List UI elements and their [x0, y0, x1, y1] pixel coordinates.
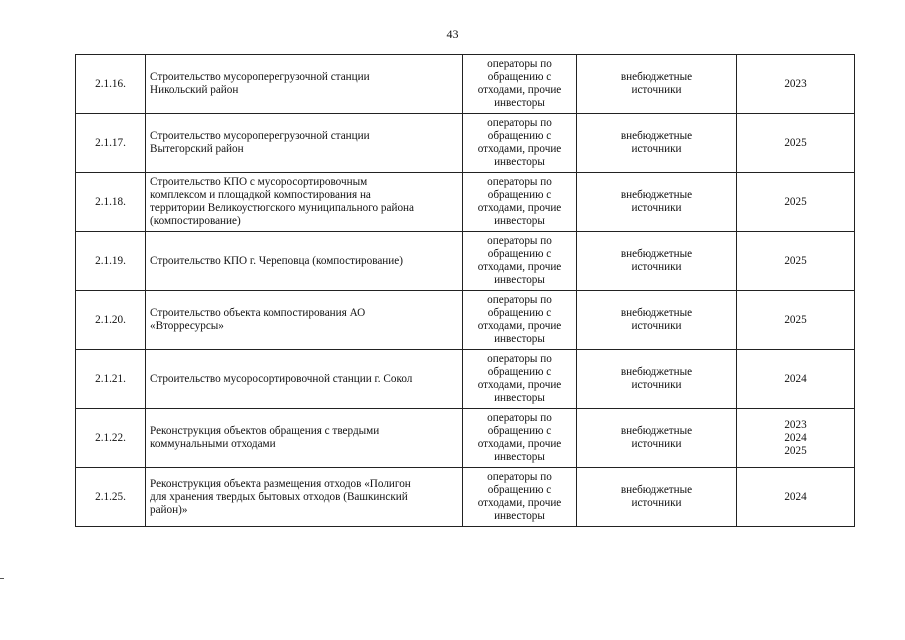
year-line: 2025 [784, 254, 807, 267]
executor-line: обращению с [487, 130, 552, 142]
year-line: 2025 [784, 313, 807, 326]
year-line: 2024 [784, 490, 807, 503]
measure-name-cell [146, 350, 463, 409]
measure-name-line: Строительство КПО г. Череповца (компостирование) [150, 254, 403, 267]
executor-line: обращению с [487, 425, 552, 437]
year-cell [737, 232, 855, 291]
funding-source-cell [577, 114, 737, 173]
funding-source-line: внебюджетные [620, 71, 693, 83]
funding-source-cell [577, 232, 737, 291]
measure-name-line: территории Великоустюгского муниципального района [150, 202, 415, 214]
executor-line: отходами, прочие [477, 497, 562, 509]
measure-name-line: для хранения твердых бытовых отходов (Вашкинский [150, 490, 408, 503]
funding-source-line: внебюджетные [620, 366, 693, 378]
executor-line: операторы по [487, 412, 552, 424]
measures-table [75, 54, 855, 527]
executor-cell [463, 55, 577, 114]
row-number-cell: 2.1.21. [76, 350, 146, 409]
funding-source-line: источники [631, 497, 682, 509]
executor-line: отходами, прочие [477, 320, 562, 332]
executor-line: инвесторы [494, 156, 545, 168]
executor-line: отходами, прочие [477, 202, 562, 214]
measure-name-line: (компостирование) [150, 215, 241, 227]
table-row [76, 350, 855, 409]
funding-source-cell [577, 173, 737, 232]
year-line: 2024 [784, 372, 807, 385]
table-row [76, 468, 855, 527]
year-cell [737, 114, 855, 173]
executor-line: инвесторы [494, 333, 545, 345]
table-body [76, 55, 855, 527]
page-number: 43 [446, 27, 459, 41]
measure-name-line: Вытегорский район [150, 143, 244, 155]
measure-name-line: Строительство мусоросортировочной станции г. Сокол [150, 372, 413, 385]
executor-line: обращению с [487, 366, 552, 378]
executor-line: инвесторы [494, 97, 545, 109]
funding-source-cell [577, 55, 737, 114]
funding-source-line: внебюджетные [620, 307, 693, 319]
funding-source-cell [577, 350, 737, 409]
executor-line: отходами, прочие [477, 438, 562, 450]
executor-line: операторы по [487, 294, 552, 306]
funding-source-line: источники [631, 320, 682, 332]
executor-cell [463, 409, 577, 468]
row-number-cell: 2.1.22. [76, 409, 146, 468]
executor-line: операторы по [487, 58, 552, 70]
funding-source-line: источники [631, 143, 682, 155]
measure-name-cell [146, 232, 463, 291]
executor-line: обращению с [487, 248, 552, 260]
executor-line: инвесторы [494, 392, 545, 404]
funding-source-line: источники [631, 379, 682, 391]
executor-line: обращению с [487, 307, 552, 319]
row-number-cell: 2.1.19. [76, 232, 146, 291]
measure-name-cell [146, 173, 463, 232]
funding-source-line: источники [631, 202, 682, 214]
measure-name-line: «Вторресурсы» [150, 320, 224, 332]
measure-name-line: комплексом и площадкой компостирования на [150, 189, 371, 201]
year-line: 2025 [784, 136, 807, 149]
executor-cell [463, 468, 577, 527]
executor-line: операторы по [487, 471, 552, 483]
executor-cell [463, 232, 577, 291]
funding-source-cell [577, 409, 737, 468]
measure-name-line: Строительство мусороперегрузочной станции [150, 130, 370, 142]
table-row [76, 291, 855, 350]
funding-source-line: внебюджетные [620, 248, 693, 260]
year-line: 2024 [784, 431, 807, 444]
measure-name-line: Реконструкция объектов обращения с твердыми [150, 425, 380, 437]
row-number-cell: 2.1.20. [76, 291, 146, 350]
year-cell [737, 409, 855, 468]
measure-name-cell [146, 114, 463, 173]
executor-line: отходами, прочие [477, 143, 562, 155]
measure-name-line: Строительство КПО с мусоросортировочным [150, 176, 368, 188]
funding-source-line: источники [631, 261, 682, 273]
year-cell [737, 173, 855, 232]
funding-source-line: внебюджетные [620, 484, 693, 496]
executor-line: обращению с [487, 71, 552, 83]
table-row [76, 232, 855, 291]
funding-source-line: внебюджетные [620, 130, 693, 142]
executor-line: отходами, прочие [477, 379, 562, 391]
measure-name-line: Реконструкция объекта размещения отходов «Полигон [150, 477, 411, 490]
year-line: 2023 [784, 77, 807, 90]
table-row [76, 173, 855, 232]
measure-name-line: Строительство мусороперегрузочной станции [150, 71, 370, 83]
funding-source-line: внебюджетные [620, 189, 693, 201]
executor-line: операторы по [487, 235, 552, 247]
year-cell [737, 291, 855, 350]
executor-cell [463, 114, 577, 173]
measure-name-line: район)» [150, 503, 188, 516]
scan-artifact [0, 578, 4, 579]
executor-line: операторы по [487, 353, 552, 365]
measure-name-line: Строительство объекта компостирования АО [150, 307, 366, 319]
row-number-cell: 2.1.16. [76, 55, 146, 114]
year-line: 2025 [784, 195, 807, 208]
year-line: 2025 [784, 444, 807, 457]
measure-name-cell [146, 55, 463, 114]
year-cell [737, 468, 855, 527]
measure-name-cell [146, 409, 463, 468]
year-cell [737, 55, 855, 114]
funding-source-cell [577, 291, 737, 350]
row-number-cell: 2.1.17. [76, 114, 146, 173]
funding-source-line: источники [631, 438, 682, 450]
executor-line: отходами, прочие [477, 261, 562, 273]
executor-line: инвесторы [494, 215, 545, 227]
executor-cell [463, 173, 577, 232]
executor-line: обращению с [487, 189, 552, 201]
year-cell [737, 350, 855, 409]
measure-name-line: коммунальными отходами [150, 438, 276, 450]
table-row [76, 114, 855, 173]
funding-source-line: внебюджетные [620, 425, 693, 437]
funding-source-cell [577, 468, 737, 527]
executor-line: отходами, прочие [477, 84, 562, 96]
executor-line: операторы по [487, 176, 552, 188]
measure-name-cell [146, 291, 463, 350]
row-number-cell: 2.1.25. [76, 468, 146, 527]
row-number-cell: 2.1.18. [76, 173, 146, 232]
year-line: 2023 [784, 418, 807, 431]
executor-line: инвесторы [494, 274, 545, 286]
measure-name-line: Никольский район [150, 84, 239, 96]
table-row [76, 409, 855, 468]
table-row [76, 55, 855, 114]
executor-line: инвесторы [494, 510, 545, 522]
measure-name-cell [146, 468, 463, 527]
executor-cell [463, 350, 577, 409]
executor-line: инвесторы [494, 451, 545, 463]
funding-source-line: источники [631, 84, 682, 96]
executor-line: обращению с [487, 484, 552, 496]
executor-line: операторы по [487, 117, 552, 129]
executor-cell [463, 291, 577, 350]
